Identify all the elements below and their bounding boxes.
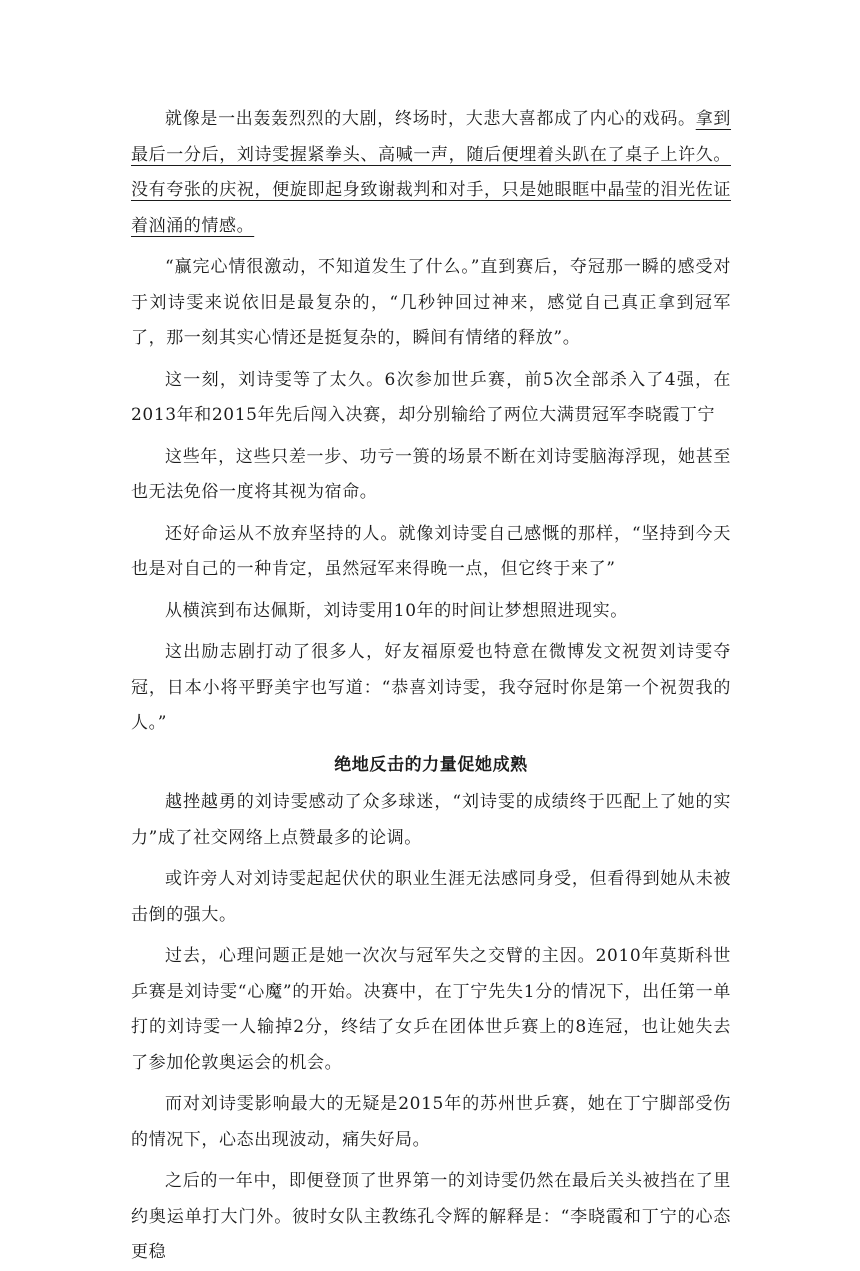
section-subheading: 绝地反击的力量促她成熟 <box>334 754 528 775</box>
paragraph-11: 而对刘诗雯影响最大的无疑是2015年的苏州世乒赛，她在丁宁脚部受伤的情况下，心态出现波动，痛失好局。 <box>131 1094 731 1150</box>
paragraph-5: 还好命运从不放弃坚持的人。就像刘诗雯自己感慨的那样，“坚持到今天也是对自己的一种肯定，虽然冠军来得晚一点，但它终于来了” <box>131 523 731 579</box>
paragraph-8: 越挫越勇的刘诗雯感动了众多球迷，“刘诗雯的成绩终于匹配上了她的实力”成了社交网络上点赞最多的论调。 <box>131 792 731 848</box>
paragraph-12: 之后的一年中，即便登顶了世界第一的刘诗雯仍然在最后关头被挡在了里约奥运单打大门外。彼时女队主教练孔令辉的解释是：“李晓霞和丁宁的心态更稳 <box>131 1171 731 1262</box>
paragraph-3: 这一刻，刘诗雯等了太久。6次参加世乒赛，前5次全部杀入了4强，在2013年和2015年先后闯入决赛，却分别输给了两位大满贯冠军李晓霞丁宁 <box>131 369 731 425</box>
paragraph-4: 这些年，这些只差一步、功亏一篑的场景不断在刘诗雯脑海浮现，她甚至也无法免俗一度将其视为宿命。 <box>131 446 731 502</box>
paragraph-6: 从横滨到布达佩斯，刘诗雯用10年的时间让梦想照进现实。 <box>165 600 628 621</box>
paragraph-9: 或许旁人对刘诗雯起起伏伏的职业生涯无法感同身受，但看得到她从未被击倒的强大。 <box>131 869 731 925</box>
paragraph-1-plain: 就像是一出轰轰烈烈的大剧，终场时，大悲大喜都成了内心的戏码。 <box>165 109 696 129</box>
paragraph-7: 这出励志剧打动了很多人，好友福原爱也特意在微博发文祝贺刘诗雯夺冠，日本小将平野美宇也写道：“恭喜刘诗雯，我夺冠时你是第一个祝贺我的人。” <box>131 642 731 733</box>
paragraph-1 <box>131 102 731 244</box>
underlined-passage: 拿到最后一分后，刘诗雯握紧拳头、高喊一声，随后便埋着头趴在了桌子上许久。没有夸张的庆祝，便旋即起身致谢裁判和对手，只是她眼眶中晶莹的泪光佐证着汹涌的情感。 <box>131 109 732 236</box>
paragraph-2: “赢完心情很激动，不知道发生了什么。”直到赛后，夺冠那一瞬的感受对于刘诗雯来说依旧是最复杂的，“几秒钟回过神来，感觉自己真正拿到冠军了，那一刻其实心情还是挺复杂的，瞬间有情绪的释放”。 <box>131 257 731 348</box>
paragraph-10: 过去，心理问题正是她一次次与冠军失之交臂的主因。2010年莫斯科世乒赛是刘诗雯“心魔”的开始。决赛中，在丁宁先失1分的情况下，出任第一单打的刘诗雯一人输掉2分，终结了女乒在团体世乒赛上的8连冠，也让她失去了参加伦敦奥运会的机会。 <box>131 946 731 1073</box>
